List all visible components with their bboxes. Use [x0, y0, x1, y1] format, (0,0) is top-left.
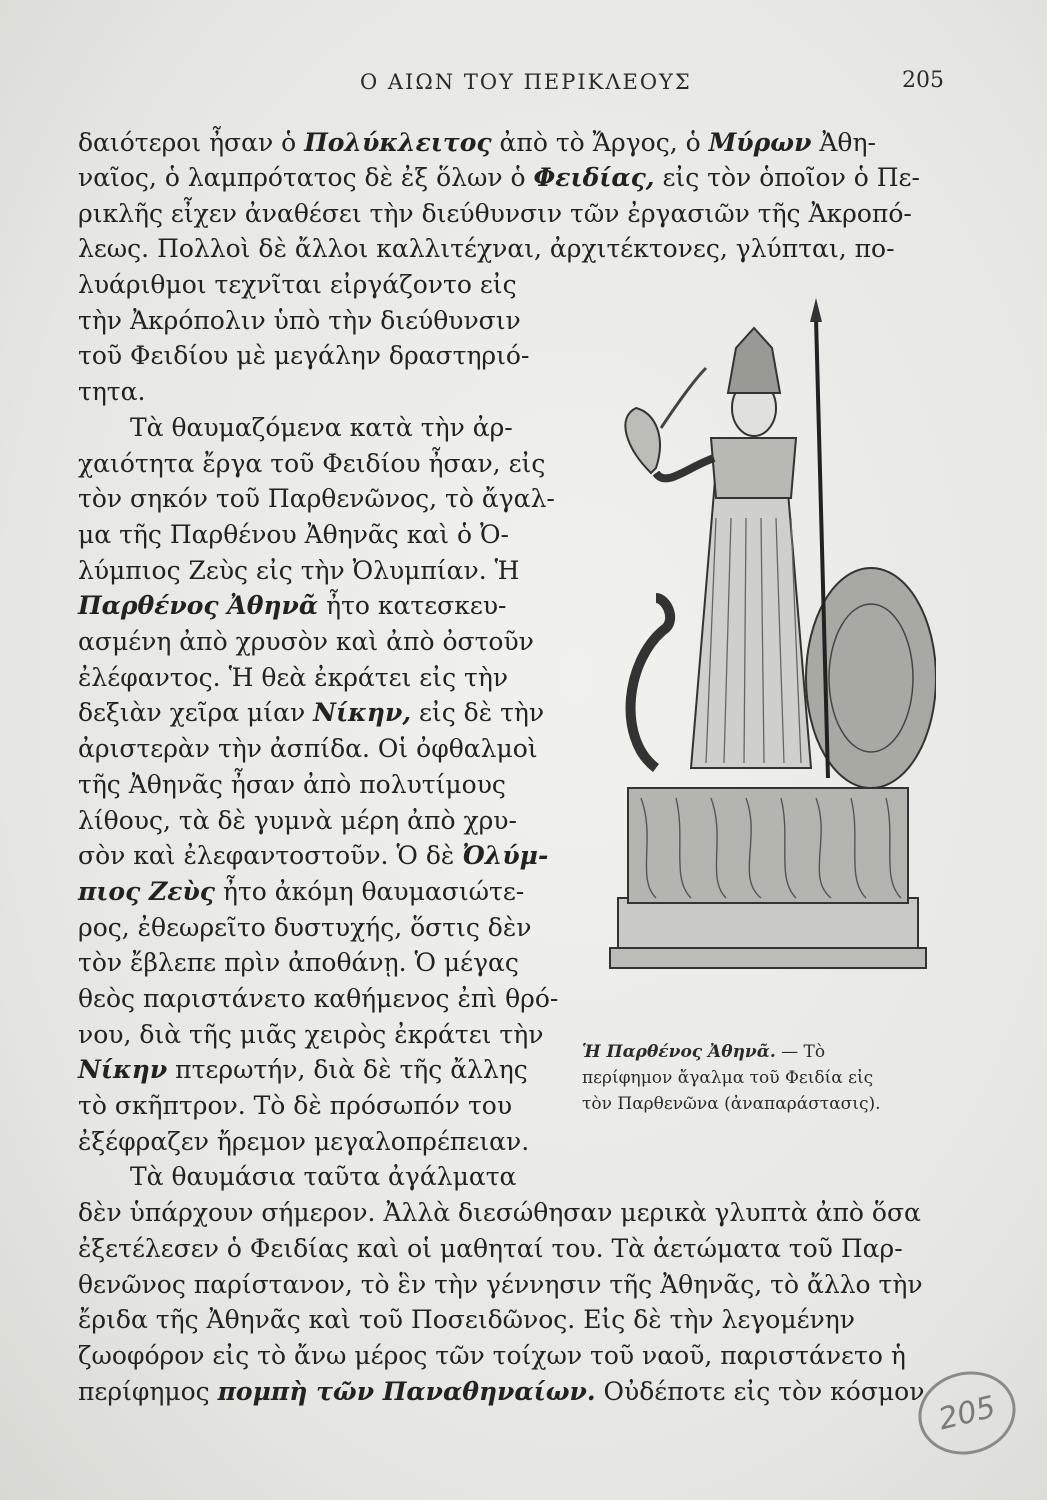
text-line: [78, 1055, 528, 1084]
emphasized-term: πομπὴ τῶν Παναθηναίων.: [217, 1377, 596, 1406]
text-run: ἦτο ἀκόμη θαυμασιώτε-: [215, 877, 525, 906]
text-run: ἦτο κατεσκευ-: [318, 591, 507, 620]
text-run: θεὸς παριστάνετο καθήμενος ἐπὶ θρό-: [78, 984, 559, 1013]
text-run: χαιότητα ἔργα τοῦ Φειδίου ἦσαν, εἰς: [78, 449, 546, 478]
caption-title: Ἡ Παρθένος Ἀθηνᾶ.: [582, 1042, 776, 1062]
text-line: [78, 449, 545, 478]
text-run: ἀπὸ τὸ Ἄργος, ὁ: [491, 128, 709, 157]
text-line: [78, 556, 519, 585]
text-line: [78, 1270, 923, 1299]
text-line: [78, 663, 508, 692]
emphasized-term: Νίκην: [78, 1055, 168, 1084]
text-line: [78, 1341, 906, 1370]
text-line: [78, 877, 524, 906]
emphasized-term: πιος Ζεὺς: [78, 877, 216, 906]
text-line: [78, 913, 531, 942]
caption-line-3: τὸν Παρθενῶνα (ἀναπαράστασις).: [582, 1094, 881, 1114]
text-run: τῆς Ἀθηνᾶς ἦσαν ἀπὸ πολυτίμους: [78, 770, 506, 799]
text-run: τὸν σηκόν τοῦ Παρθενῶνος, τὸ ἄγαλ-: [78, 484, 555, 513]
text-run: λίθους, τὰ δὲ γυμνὰ μέρη ἀπὸ χρυ-: [78, 806, 517, 835]
running-header: Ο ΑΙΩΝ ΤΟΥ ΠΕΡΙΚΛΕΟΥΣ: [360, 70, 692, 94]
text-line: [130, 413, 513, 442]
text-run: Τὰ θαυμαζόμενα κατὰ τὴν ἀρ-: [130, 413, 513, 442]
text-line: [78, 1198, 921, 1227]
text-line: [78, 770, 506, 799]
emphasized-term: Πολύκλειτος: [304, 128, 492, 157]
text-run: τητα.: [78, 377, 146, 406]
caption-line-1: [582, 1042, 825, 1062]
text-run: σὸν καὶ ἐλεφαντοστοῦν. Ὁ δὲ: [78, 841, 463, 870]
text-run: θενῶνος παρίστανον, τὸ ἓν τὴν γέννησιν τῆς Ἀθηνᾶς, τὸ ἄλλο τὴν: [78, 1270, 923, 1299]
text-run: ζωοφόρον εἰς τὸ ἄνω μέρος τῶν τοίχων τοῦ ναοῦ, παριστάνετο ἡ: [78, 1341, 906, 1370]
text-run: μα τῆς Παρθένου Ἀθηνᾶς καὶ ὁ Ὀ-: [78, 520, 509, 549]
emphasized-term: Μύρων: [708, 128, 812, 157]
text-line: [78, 806, 517, 835]
text-run: ναῖος, ὁ λαμπρότατος δὲ ἐξ ὅλων ὁ: [78, 163, 534, 192]
emphasized-term: Νίκην,: [313, 698, 412, 727]
text-run: λυάριθμοι τεχνῖται εἰργάζοντο εἰς: [78, 270, 517, 299]
text-run: Οὐδέποτε εἰς τὸν κόσμον: [595, 1377, 925, 1406]
text-line: [78, 234, 895, 263]
text-run: νου, διὰ τῆς μιᾶς χειρὸς ἐκράτει τὴν: [78, 1020, 544, 1049]
text-line: [78, 270, 517, 299]
text-run: πτερωτήν, διὰ δὲ τῆς ἄλλης: [167, 1055, 528, 1084]
text-run: τὴν Ἀκρόπολιν ὑπὸ τὴν διεύθυνσιν: [78, 306, 521, 335]
text-run: ἔριδα τῆς Ἀθηνᾶς καὶ τοῦ Ποσειδῶνος. Εἰς δὲ τὴν λεγομένην: [78, 1305, 855, 1334]
text-run: δὲν ὑπάρχουν σήμερον. Ἀλλὰ διεσώθησαν μερικὰ γλυπτὰ ἀπὸ ὅσα: [78, 1198, 921, 1227]
text-run: ρος, ἐθεωρεῖτο δυστυχής, ὅστις δὲν: [78, 913, 532, 942]
text-line: [78, 377, 145, 406]
text-line: [78, 698, 544, 727]
text-run: λύμπιος Ζεὺς εἰς τὴν Ὀλυμπίαν. Ἡ: [78, 556, 520, 585]
library-stamp: 205: [910, 1361, 1025, 1464]
text-line: [78, 1127, 529, 1156]
text-line: [78, 520, 509, 549]
text-run: τοῦ Φειδίου μὲ μεγάλην δραστηριό-: [78, 341, 530, 370]
emphasized-term: Φειδίας,: [533, 163, 655, 192]
text-line: [78, 128, 876, 157]
text-line: [78, 1305, 855, 1334]
text-run: Τὰ θαυμάσια ταῦτα ἀγάλματα: [130, 1162, 517, 1191]
text-line: [78, 627, 534, 656]
emphasized-term: Παρθένος Ἀθηνᾶ: [78, 591, 319, 620]
text-run: τὸν ἔβλεπε πρὶν ἀποθάνῃ. Ὁ μέγας: [78, 948, 519, 977]
text-line: [78, 984, 558, 1013]
text-line: [78, 734, 538, 763]
text-line: [78, 841, 548, 870]
text-run: ἀριστερὰν τὴν ἀσπίδα. Οἱ ὀφθαλμοὶ: [78, 734, 538, 763]
athena-parthenos-figure: [596, 298, 936, 1028]
text-run: ἐξέφραζεν ἤρεμον μεγαλοπρέπειαν.: [78, 1127, 530, 1156]
text-line: [78, 591, 506, 620]
text-run: ρικλῆς εἶχεν ἀναθέσει τὴν διεύθυνσιν τῶν ἐργασιῶν τῆς Ἀκροπό-: [78, 199, 912, 228]
emphasized-term: Ὀλύμ-: [462, 841, 549, 870]
page-number: 205: [902, 68, 944, 93]
text-line: [78, 1091, 512, 1120]
text-run: δεξιὰν χεῖρα μίαν: [78, 698, 314, 727]
caption-line-2: περίφημον ἄγαλμα τοῦ Φειδία εἰς: [582, 1068, 874, 1088]
text-line: [78, 1377, 924, 1406]
text-line: [78, 306, 521, 335]
text-run: εἰς δὲ τὴν: [411, 698, 545, 727]
text-line: [78, 1020, 543, 1049]
text-line: [78, 484, 555, 513]
text-line: [78, 341, 529, 370]
text-run: λεως. Πολλοὶ δὲ ἄλλοι καλλιτέχναι, ἀρχιτέκτονες, γλύπται, πο-: [78, 234, 895, 263]
text-run: εἰς τὸν ὁποῖον ὁ Πε-: [654, 163, 920, 192]
text-line: [130, 1162, 516, 1191]
text-run: ἐξετέλεσεν ὁ Φειδίας καὶ οἱ μαθηταί του. Τὰ ἀετώματα τοῦ Παρ-: [78, 1234, 903, 1263]
text-run: Ἀθη-: [811, 128, 876, 157]
text-line: [78, 948, 519, 977]
text-run: ἐλέφαντος. Ἡ θεὰ ἐκράτει εἰς τὴν: [78, 663, 509, 692]
text-line: [78, 163, 920, 192]
text-line: [78, 199, 912, 228]
text-run: τὸ σκῆπτρον. Τὸ δὲ πρόσωπόν του: [78, 1091, 513, 1120]
text-run: περίφημος: [78, 1377, 218, 1406]
caption-rest: — Τὸ: [775, 1042, 826, 1062]
text-run: δαιότεροι ἦσαν ὁ: [78, 128, 305, 157]
text-line: [78, 1234, 903, 1263]
text-run: ασμένη ἀπὸ χρυσὸν καὶ ἀπὸ ὀστοῦν: [78, 627, 534, 656]
